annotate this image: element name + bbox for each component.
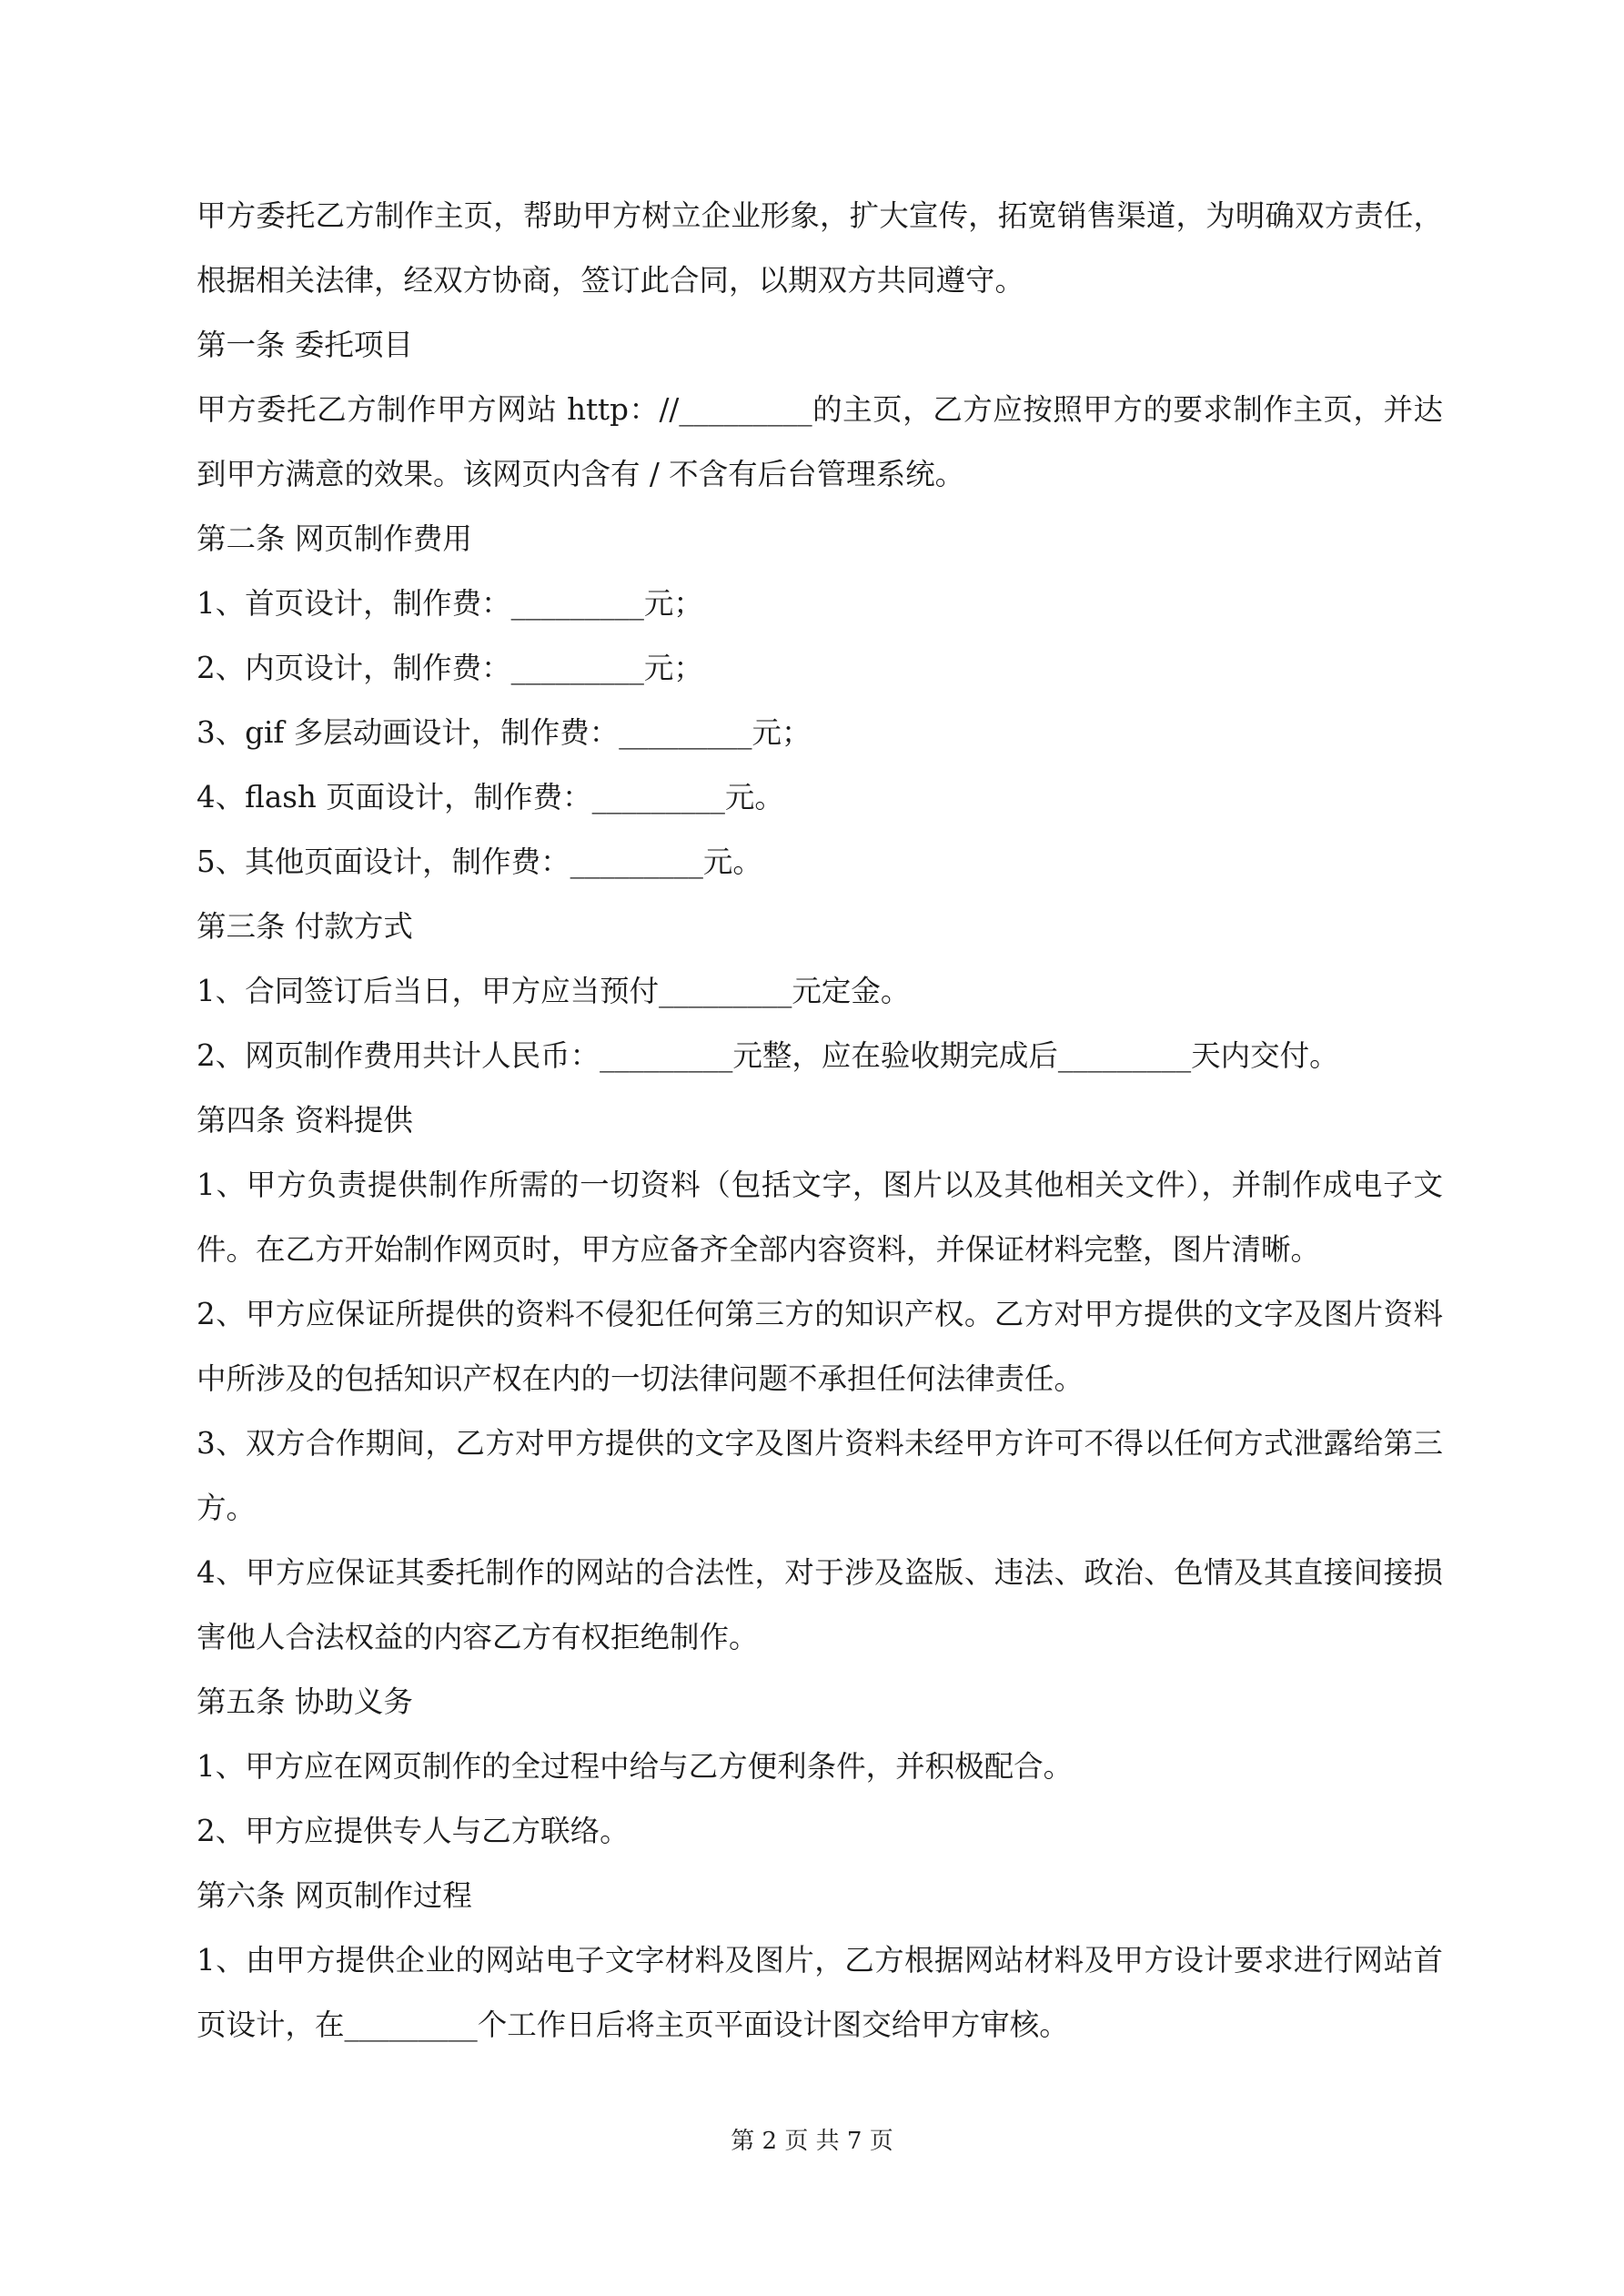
list-item: 1、甲方负责提供制作所需的一切资料（包括文字，图片以及其他相关文件），并制作成电子文件。在乙方开始制作网页时，甲方应备齐全部内容资料，并保证材料完整，图片清晰。 <box>197 1168 1443 1267</box>
article-heading-4: 第四条 资料提供 <box>197 1103 413 1138</box>
paragraph: 甲方委托乙方制作甲方网站 http：//_________的主页，乙方应按照甲方的要求制作主页，并达到甲方满意的效果。该网页内含有 / 不含有后台管理系统。 <box>197 392 1443 491</box>
article-heading-5: 第五条 协助义务 <box>197 1684 413 1719</box>
article-heading-2: 第二条 网页制作费用 <box>197 521 472 556</box>
page-number-footer: 第 2 页 共 7 页 <box>731 2128 893 2155</box>
paragraph-intro: 甲方委托乙方制作主页，帮助甲方树立企业形象，扩大宣传，拓宽销售渠道，为明确双方责任，根据相关法律，经双方协商，签订此合同，以期双方共同遵守。 <box>197 198 1443 298</box>
article-heading-1: 第一条 委托项目 <box>197 328 413 362</box>
list-item: 3、gif 多层动画设计，制作费：_________元； <box>197 715 812 750</box>
list-item: 4、flash 页面设计，制作费：_________元。 <box>197 780 784 814</box>
article-heading-6: 第六条 网页制作过程 <box>197 1878 472 1913</box>
list-item: 2、网页制作费用共计人民币：_________元整，应在验收期完成后_________天内交付。 <box>197 1038 1339 1073</box>
list-item: 1、甲方应在网页制作的全过程中给与乙方便利条件，并积极配合。 <box>197 1749 1074 1784</box>
list-item: 1、由甲方提供企业的网站电子文字材料及图片，乙方根据网站材料及甲方设计要求进行网站首页设计，在_________个工作日后将主页平面设计图交给甲方审核。 <box>197 1943 1443 2042</box>
list-item: 4、甲方应保证其委托制作的网站的合法性，对于涉及盗版、违法、政治、色情及其直接间接损害他人合法权益的内容乙方有权拒绝制作。 <box>197 1555 1443 1654</box>
list-item: 1、合同签订后当日，甲方应当预付_________元定金。 <box>197 974 911 1008</box>
article-heading-3: 第三条 付款方式 <box>197 909 413 944</box>
list-item: 2、甲方应保证所提供的资料不侵犯任何第三方的知识产权。乙方对甲方提供的文字及图片资料中所涉及的包括知识产权在内的一切法律问题不承担任何法律责任。 <box>197 1297 1443 1396</box>
list-item: 1、首页设计，制作费：_________元； <box>197 586 703 621</box>
list-item: 2、甲方应提供专人与乙方联络。 <box>197 1814 630 1848</box>
document-body <box>197 184 1443 2058</box>
list-item: 3、双方合作期间，乙方对甲方提供的文字及图片资料未经甲方许可不得以任何方式泄露给第三方。 <box>197 1426 1443 1525</box>
list-item: 5、其他页面设计，制作费：_________元。 <box>197 845 762 879</box>
list-item: 2、内页设计，制作费：_________元； <box>197 651 703 685</box>
